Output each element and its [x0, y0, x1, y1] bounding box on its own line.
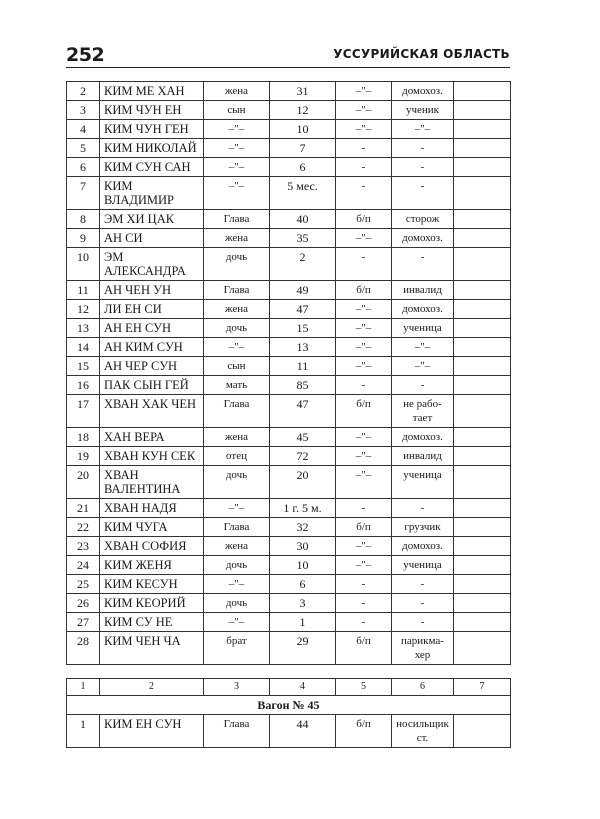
table-row	[67, 715, 511, 748]
person-name: КИМ КЕСУН	[100, 575, 204, 594]
occupation: -	[392, 575, 454, 594]
person-name: КИМ КЕОРИЙ	[100, 594, 204, 613]
relation: дочь	[204, 466, 270, 499]
table-row	[67, 281, 511, 300]
row-number: 7	[67, 177, 100, 210]
relation: жена	[204, 82, 270, 101]
age: 3	[270, 594, 336, 613]
row-number: 9	[67, 229, 100, 248]
occupation: -	[392, 177, 454, 210]
relation: Глава	[204, 210, 270, 229]
note	[454, 177, 511, 210]
column-number-row	[67, 679, 511, 696]
party: -	[336, 376, 392, 395]
occupation: -	[392, 139, 454, 158]
occupation: -	[392, 376, 454, 395]
page-number: 252	[66, 44, 105, 66]
column-number: 3	[204, 679, 270, 696]
row-number: 21	[67, 499, 100, 518]
occupation: домохоз.	[392, 428, 454, 447]
occupation: инвалид	[392, 281, 454, 300]
table-row	[67, 319, 511, 338]
party: -	[336, 177, 392, 210]
note	[454, 594, 511, 613]
note	[454, 338, 511, 357]
occupation: не рабо- тает	[392, 395, 454, 428]
party: –"–	[336, 319, 392, 338]
table-row	[67, 101, 511, 120]
column-number: 7	[454, 679, 511, 696]
table-row	[67, 594, 511, 613]
party: –"–	[336, 338, 392, 357]
note	[454, 428, 511, 447]
occupation: грузчик	[392, 518, 454, 537]
relation: сын	[204, 357, 270, 376]
age: 32	[270, 518, 336, 537]
row-number: 27	[67, 613, 100, 632]
row-number: 19	[67, 447, 100, 466]
relation: –"–	[204, 158, 270, 177]
relation: дочь	[204, 594, 270, 613]
row-number: 12	[67, 300, 100, 319]
row-number: 14	[67, 338, 100, 357]
party: –"–	[336, 300, 392, 319]
row-number: 20	[67, 466, 100, 499]
table-row	[67, 120, 511, 139]
person-name: ХВАН СОФИЯ	[100, 537, 204, 556]
party: б/п	[336, 632, 392, 665]
relation: мать	[204, 376, 270, 395]
person-name: ЭМ ХИ ЦАК	[100, 210, 204, 229]
person-name: ХВАН ХАК ЧЕН	[100, 395, 204, 428]
party: б/п	[336, 210, 392, 229]
column-number: 5	[336, 679, 392, 696]
person-name: ХВАН ВАЛЕНТИНА	[100, 466, 204, 499]
person-name: КИМ МЕ ХАН	[100, 82, 204, 101]
table-row	[67, 248, 511, 281]
table-row	[67, 428, 511, 447]
note	[454, 613, 511, 632]
table-row	[67, 575, 511, 594]
party: –"–	[336, 101, 392, 120]
party: –"–	[336, 82, 392, 101]
relation: Глава	[204, 715, 270, 748]
age: 11	[270, 357, 336, 376]
party: –"–	[336, 556, 392, 575]
age: 13	[270, 338, 336, 357]
party: -	[336, 248, 392, 281]
relation: сын	[204, 101, 270, 120]
relation: –"–	[204, 499, 270, 518]
party: –"–	[336, 447, 392, 466]
table-row	[67, 376, 511, 395]
occupation: ученица	[392, 466, 454, 499]
row-number: 25	[67, 575, 100, 594]
person-name: КИМ ЖЕНЯ	[100, 556, 204, 575]
relation: жена	[204, 300, 270, 319]
note	[454, 556, 511, 575]
table-row	[67, 139, 511, 158]
person-name: АН ЕН СУН	[100, 319, 204, 338]
relation: Глава	[204, 518, 270, 537]
person-name: КИМ ЧУГА	[100, 518, 204, 537]
age: 12	[270, 101, 336, 120]
row-number: 8	[67, 210, 100, 229]
party: -	[336, 139, 392, 158]
person-name: ХВАН НАДЯ	[100, 499, 204, 518]
person-name: АН ЧЕН УН	[100, 281, 204, 300]
roster-table-body	[67, 82, 511, 665]
running-head: УССУРИЙСКАЯ ОБЛАСТЬ	[333, 47, 510, 61]
age: 45	[270, 428, 336, 447]
note	[454, 575, 511, 594]
row-number: 16	[67, 376, 100, 395]
person-name: АН СИ	[100, 229, 204, 248]
age: 20	[270, 466, 336, 499]
person-name: КИМ ВЛАДИМИР	[100, 177, 204, 210]
party: б/п	[336, 715, 392, 748]
age: 6	[270, 575, 336, 594]
table-row	[67, 82, 511, 101]
occupation: –"–	[392, 120, 454, 139]
person-name: ЭМ АЛЕКСАНДРА	[100, 248, 204, 281]
party: -	[336, 594, 392, 613]
age: 47	[270, 300, 336, 319]
occupation: -	[392, 499, 454, 518]
row-number: 26	[67, 594, 100, 613]
relation: дочь	[204, 556, 270, 575]
table-row	[67, 395, 511, 428]
person-name: ЛИ ЕН СИ	[100, 300, 204, 319]
row-number: 18	[67, 428, 100, 447]
party: –"–	[336, 120, 392, 139]
occupation: -	[392, 613, 454, 632]
relation: Глава	[204, 395, 270, 428]
person-name: АН КИМ СУН	[100, 338, 204, 357]
row-number: 23	[67, 537, 100, 556]
age: 85	[270, 376, 336, 395]
age: 6	[270, 158, 336, 177]
note	[454, 319, 511, 338]
relation: –"–	[204, 338, 270, 357]
age: 10	[270, 556, 336, 575]
row-number: 22	[67, 518, 100, 537]
relation: –"–	[204, 139, 270, 158]
table-row	[67, 338, 511, 357]
occupation: ученица	[392, 556, 454, 575]
row-number: 13	[67, 319, 100, 338]
occupation: домохоз.	[392, 229, 454, 248]
column-number: 4	[270, 679, 336, 696]
note	[454, 300, 511, 319]
occupation: -	[392, 158, 454, 177]
age: 5 мес.	[270, 177, 336, 210]
person-name: КИМ ЧУН ГЕН	[100, 120, 204, 139]
age: 15	[270, 319, 336, 338]
table-row	[67, 210, 511, 229]
occupation: ученик	[392, 101, 454, 120]
note	[454, 715, 511, 748]
table-row	[67, 177, 511, 210]
column-number: 2	[100, 679, 204, 696]
age: 31	[270, 82, 336, 101]
note	[454, 499, 511, 518]
age: 2	[270, 248, 336, 281]
age: 10	[270, 120, 336, 139]
wagon-table	[66, 678, 511, 748]
note	[454, 248, 511, 281]
note	[454, 82, 511, 101]
party: -	[336, 499, 392, 518]
person-name: ПАК СЫН ГЕЙ	[100, 376, 204, 395]
row-number: 1	[67, 715, 100, 748]
note	[454, 466, 511, 499]
occupation: инвалид	[392, 447, 454, 466]
relation: жена	[204, 428, 270, 447]
table-row	[67, 537, 511, 556]
note	[454, 120, 511, 139]
header-rule	[66, 67, 510, 68]
note	[454, 210, 511, 229]
age: 40	[270, 210, 336, 229]
person-name: КИМ СУ НЕ	[100, 613, 204, 632]
table-row	[67, 556, 511, 575]
age: 30	[270, 537, 336, 556]
age: 35	[270, 229, 336, 248]
party: б/п	[336, 518, 392, 537]
relation: –"–	[204, 177, 270, 210]
age: 47	[270, 395, 336, 428]
occupation: -	[392, 248, 454, 281]
note	[454, 101, 511, 120]
note	[454, 281, 511, 300]
table-row	[67, 466, 511, 499]
relation: жена	[204, 229, 270, 248]
relation: отец	[204, 447, 270, 466]
age: 1 г. 5 м.	[270, 499, 336, 518]
relation: –"–	[204, 120, 270, 139]
table-row	[67, 499, 511, 518]
row-number: 28	[67, 632, 100, 665]
table-row	[67, 447, 511, 466]
note	[454, 518, 511, 537]
party: -	[336, 613, 392, 632]
age: 29	[270, 632, 336, 665]
row-number: 15	[67, 357, 100, 376]
roster-table	[66, 81, 511, 665]
table-row	[67, 613, 511, 632]
occupation: носильщик ст.	[392, 715, 454, 748]
column-number: 6	[392, 679, 454, 696]
wagon-title-row	[67, 696, 511, 715]
table-row	[67, 632, 511, 665]
relation: Глава	[204, 281, 270, 300]
party: –"–	[336, 466, 392, 499]
party: б/п	[336, 395, 392, 428]
person-name: ХАН ВЕРА	[100, 428, 204, 447]
row-number: 11	[67, 281, 100, 300]
age: 49	[270, 281, 336, 300]
row-number: 17	[67, 395, 100, 428]
person-name: КИМ НИКОЛАЙ	[100, 139, 204, 158]
relation: дочь	[204, 248, 270, 281]
relation: дочь	[204, 319, 270, 338]
person-name: АН ЧЕР СУН	[100, 357, 204, 376]
person-name: КИМ СУН САН	[100, 158, 204, 177]
occupation: –"–	[392, 338, 454, 357]
occupation: -	[392, 594, 454, 613]
row-number: 24	[67, 556, 100, 575]
party: –"–	[336, 357, 392, 376]
note	[454, 395, 511, 428]
row-number: 6	[67, 158, 100, 177]
note	[454, 447, 511, 466]
table-row	[67, 518, 511, 537]
occupation: ученица	[392, 319, 454, 338]
occupation: сторож	[392, 210, 454, 229]
party: –"–	[336, 428, 392, 447]
row-number: 2	[67, 82, 100, 101]
wagon-title: Вагон № 45	[67, 696, 511, 715]
table-row	[67, 300, 511, 319]
note	[454, 376, 511, 395]
person-name: КИМ ЕН СУН	[100, 715, 204, 748]
party: -	[336, 575, 392, 594]
note	[454, 229, 511, 248]
relation: жена	[204, 537, 270, 556]
party: –"–	[336, 229, 392, 248]
table-row	[67, 158, 511, 177]
note	[454, 632, 511, 665]
note	[454, 139, 511, 158]
row-number: 4	[67, 120, 100, 139]
age: 1	[270, 613, 336, 632]
person-name: ХВАН КУН СЕК	[100, 447, 204, 466]
occupation: парикма- хер	[392, 632, 454, 665]
party: –"–	[336, 537, 392, 556]
wagon-table-body	[67, 715, 511, 748]
note	[454, 537, 511, 556]
table-row	[67, 229, 511, 248]
occupation: домохоз.	[392, 300, 454, 319]
person-name: КИМ ЧЕН ЧА	[100, 632, 204, 665]
occupation: домохоз.	[392, 537, 454, 556]
party: б/п	[336, 281, 392, 300]
table-row	[67, 357, 511, 376]
column-number: 1	[67, 679, 100, 696]
note	[454, 357, 511, 376]
occupation: –"–	[392, 357, 454, 376]
relation: –"–	[204, 575, 270, 594]
row-number: 10	[67, 248, 100, 281]
age: 44	[270, 715, 336, 748]
person-name: КИМ ЧУН ЕН	[100, 101, 204, 120]
row-number: 3	[67, 101, 100, 120]
relation: –"–	[204, 613, 270, 632]
age: 72	[270, 447, 336, 466]
note	[454, 158, 511, 177]
row-number: 5	[67, 139, 100, 158]
age: 7	[270, 139, 336, 158]
party: -	[336, 158, 392, 177]
occupation: домохоз.	[392, 82, 454, 101]
relation: брат	[204, 632, 270, 665]
